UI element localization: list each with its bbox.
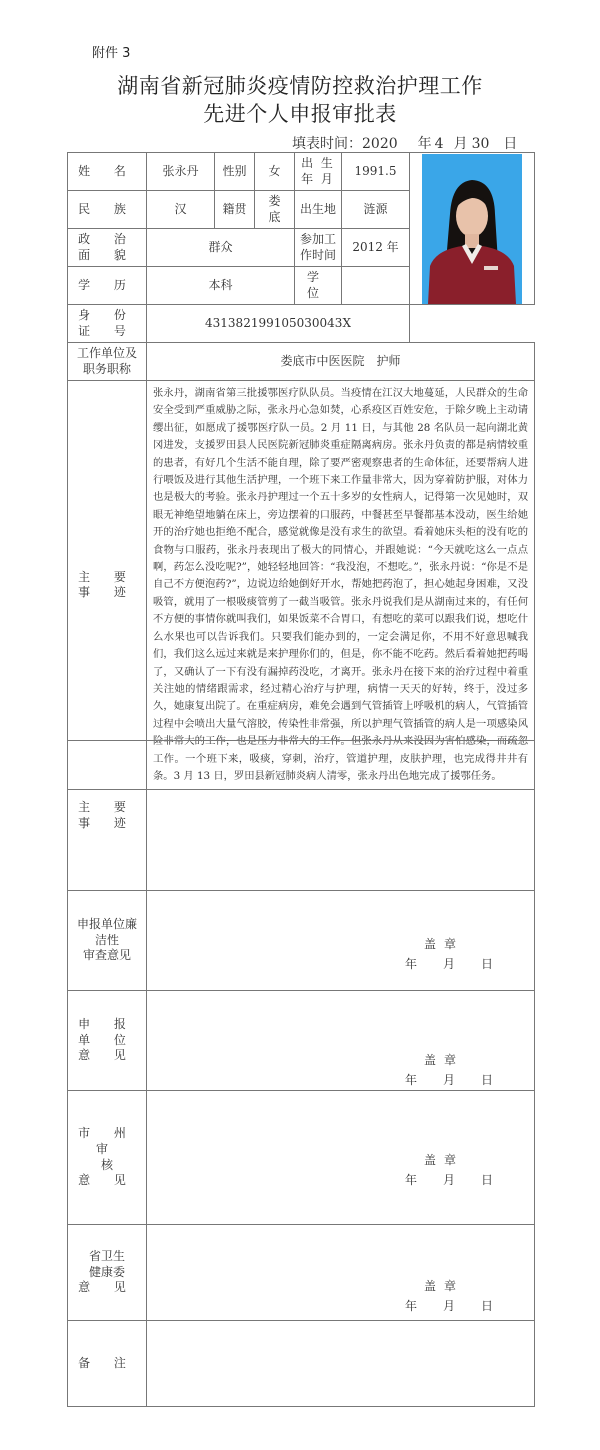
unit-label: 申 报 单 位 意 见 (68, 991, 147, 1091)
province-sign-area (147, 1225, 535, 1321)
ethnic-label: 民 族 (68, 191, 147, 229)
blank-cell (410, 305, 535, 343)
gender-value: 女 (255, 153, 295, 191)
date-day-unit: 日 (503, 136, 518, 152)
birth-label: 出 生 年 月 (295, 153, 342, 191)
date-year-unit: 年 (417, 136, 432, 152)
form-title-line-1: 湖南省新冠肺炎疫情防控救治护理工作 (117, 74, 483, 98)
education-value: 本科 (147, 267, 295, 305)
employer-value: 娄底市中医医院 护师 (147, 343, 535, 381)
date-month: 4 (434, 136, 444, 152)
date-day: 30 (471, 136, 490, 152)
city-sign-area (147, 1091, 535, 1225)
main-deeds-text: 张永丹，湖南省第三批援鄂医疗队队员。当疫情在江汉大地蔓延，人民群众的生命安全受到严重威胁之际，张永丹心急如焚，心系疫区百姓安危，于除夕晚上主动请缨出征，如愿成了援鄂医疗队一员。2 月 11 日，与其他 28 名队员一起向湖北黄冈进发，支援罗田县人民医院新冠肺炎重症隔离病房。张永丹负责的都是病情较重的患者，有好几个生活不能自理，除了要严密观察患者的生命体征，还要帮病人进行喂饭及进行其他生活护理，一个班下来工作量非常大，因为穿着防护服，对体力也是极大的考验。张永丹护理过一个五十多岁的女性病人，记得第一次见她时，双眼无神绝望地躺在床上，旁边摆着的口服药，中餐甚至早餐都基本没动，医生给她开的治疗她也拒绝不配合，感觉就像是没有求生的欲望。看着她床头柜的没有吃的食物与口服药，张永丹表现出了极大的同情心，并跟她说：“今天就吃这么一点点啊，药怎么没吃呢?”，她轻轻地回答：“我没泡，不想吃。”，张永丹说：“你是不是自己不方便泡药?”，边说边给她倒好开水，帮她把药泡了，担心她起身困难，又没吸管，就用了一根吸痰管剪了一截当吸管。张永丹说我们是从湖南过来的，有任何不方便的事情你就叫我们，如果饭菜不合胃口，有想吃的菜可以跟我们说，想吃什么水果也可以告诉我们。只要我们能办到的，一定会满足你，不用不好意思喊我们，我们这么远过来就是来护理你们的，但是，你不能不吃药。然后看着她把药喝了，又确认了一下有没有漏掉药没吃，才离开。张永丹在接下来的治疗过程中着重关注她的情绪跟需求，经过精心治疗与护理，病情一天天的好转，终于，没过多久，她康复出院了。在重症病房，难免会遇到气管插管上呼吸机的病人，气管插管过程中会喷出大量气溶胶，传染性非常强，所以护理气管插管的病人是一项感染风险非常大的工作，也是压力非常大的工作。但张永丹从来没因为害怕感染，而疏忽工作。一个班下来，吸痰，穿刺，治疗，管道护理，皮肤护理，也完成得井井有条。3 月 13 日，罗田县新冠肺炎病人清零，张永丹出色地完成了援鄂任务。 (147, 381, 535, 790)
birthplace-value: 涟源 (342, 191, 410, 229)
degree-value (342, 267, 410, 305)
approval-table (67, 740, 535, 1407)
remarks-content (147, 1321, 535, 1407)
form-title-line-2: 先进个人申报审批表 (203, 102, 397, 126)
city-date: 年 月 日 (405, 1173, 494, 1187)
city-label: 市 州 审 核 意 见 (68, 1091, 147, 1225)
integrity-seal: 盖章 (424, 937, 465, 951)
photo-cell (410, 153, 535, 305)
name-value: 张永丹 (147, 153, 215, 191)
origin-value: 娄底 (255, 191, 295, 229)
political-label: 政 治 面 貌 (68, 229, 147, 267)
integrity-label: 申报单位廉 洁性 审查意见 (68, 891, 147, 991)
deeds-cont-content (147, 741, 535, 891)
province-label: 省卫生 健康委 意 见 (68, 1225, 147, 1321)
fill-date (292, 133, 517, 153)
work-start-label: 参加工 作时间 (295, 229, 342, 267)
birthplace-label: 出生地 (295, 191, 342, 229)
applicant-photo (422, 154, 522, 304)
unit-date: 年 月 日 (405, 1073, 494, 1087)
education-label: 学 历 (68, 267, 147, 305)
province-date: 年 月 日 (405, 1299, 494, 1313)
name-label: 姓 名 (68, 153, 147, 191)
province-seal: 盖章 (424, 1279, 465, 1293)
ethnic-value: 汉 (147, 191, 215, 229)
date-year: 2020 (362, 136, 398, 152)
gender-label: 性别 (215, 153, 255, 191)
work-start-value: 2012 年 (342, 229, 410, 267)
birth-value: 1991.5 (342, 153, 410, 191)
personal-info-table (67, 152, 535, 790)
main-deeds-label: 主 要 事 迹 (68, 381, 147, 790)
integrity-sign-area (147, 891, 535, 991)
political-value: 群众 (147, 229, 295, 267)
degree-label: 学 位 (295, 267, 342, 305)
annex-label: 附件 3 (92, 46, 131, 61)
remarks-label: 备 注 (68, 1321, 147, 1407)
deeds-cont-label: 主 要 事 迹 (68, 741, 147, 891)
origin-label: 籍贯 (215, 191, 255, 229)
id-label: 身 份 证 号 (68, 305, 147, 343)
date-prefix: 填表时间： (292, 136, 362, 152)
employer-label: 工作单位及 职务职称 (68, 343, 147, 381)
unit-sign-area (147, 991, 535, 1091)
integrity-date: 年 月 日 (405, 957, 494, 971)
date-month-unit: 月 (453, 136, 468, 152)
id-number-value: 431382199105030043X (147, 305, 410, 343)
unit-seal: 盖章 (424, 1053, 465, 1067)
city-seal: 盖章 (424, 1153, 465, 1167)
